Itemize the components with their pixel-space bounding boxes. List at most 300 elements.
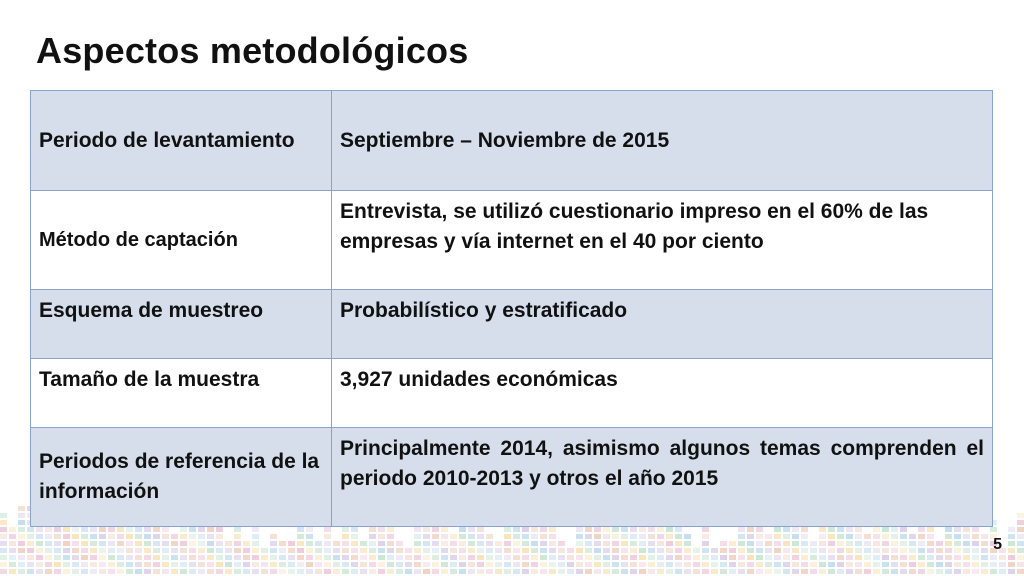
decor-cell [612, 562, 619, 567]
decor-cell [927, 548, 934, 553]
decor-cell [27, 562, 34, 567]
decor-cell [630, 569, 637, 574]
decor-cell [72, 534, 79, 539]
decor-cell [459, 562, 466, 567]
decor-cell [189, 527, 196, 532]
decor-cell [783, 562, 790, 567]
decor-cell [117, 527, 124, 532]
decor-cell [675, 569, 682, 574]
decor-cell [720, 569, 727, 574]
decor-cell [981, 548, 988, 553]
decor-cell [927, 562, 934, 567]
decor-cell [738, 555, 745, 560]
decor-cell [225, 569, 232, 574]
decor-cell [675, 541, 682, 546]
decor-cell [837, 548, 844, 553]
decor-cell [414, 541, 421, 546]
row-value: 3,927 unidades económicas [332, 359, 993, 428]
row-value: Entrevista, se utilizó cuestionario impreso en el 60% de las empresas y vía internet en el 40 por ciento [332, 191, 993, 290]
decor-cell [945, 555, 952, 560]
decor-cell [423, 555, 430, 560]
decor-cell [729, 555, 736, 560]
decor-cell [504, 534, 511, 539]
decor-cell [639, 562, 646, 567]
decor-cell [99, 562, 106, 567]
decor-cell [774, 527, 781, 532]
decor-cell [639, 534, 646, 539]
decor-cell [63, 541, 70, 546]
decor-cell [378, 534, 385, 539]
decor-cell [117, 548, 124, 553]
decor-cell [540, 527, 547, 532]
decor-cell [522, 527, 529, 532]
decor-cell [0, 562, 7, 567]
decor-cell [126, 527, 133, 532]
decor-cell [243, 569, 250, 574]
decor-cell [9, 562, 16, 567]
table-row [31, 428, 993, 527]
decor-cell [252, 541, 259, 546]
decor-cell [171, 541, 178, 546]
decor-cell [162, 534, 169, 539]
decor-cell [657, 562, 664, 567]
decor-cell [378, 541, 385, 546]
decor-cell [279, 548, 286, 553]
decor-cell [819, 527, 826, 532]
decor-cell [648, 527, 655, 532]
decor-cell [387, 569, 394, 574]
decor-cell [702, 562, 709, 567]
decor-cell [576, 527, 583, 532]
decor-cell [792, 548, 799, 553]
decor-cell [63, 569, 70, 574]
decor-cell [171, 562, 178, 567]
decor-cell [54, 548, 61, 553]
decor-cell [657, 569, 664, 574]
decor-cell [963, 555, 970, 560]
decor-cell [27, 541, 34, 546]
decor-cell [369, 569, 376, 574]
decor-cell [612, 527, 619, 532]
decor-cell [63, 527, 70, 532]
decor-cell [774, 541, 781, 546]
decor-cell [891, 541, 898, 546]
decor-cell [333, 548, 340, 553]
decor-cell [756, 569, 763, 574]
decor-cell [594, 534, 601, 539]
decor-cell [702, 527, 709, 532]
decor-cell [414, 548, 421, 553]
decor-cell [450, 555, 457, 560]
decor-cell [747, 562, 754, 567]
decor-cell [603, 569, 610, 574]
decor-cell [378, 569, 385, 574]
decor-cell [621, 562, 628, 567]
decor-cell [81, 541, 88, 546]
decor-cell [207, 527, 214, 532]
decor-cell [639, 527, 646, 532]
decor-cell [144, 527, 151, 532]
decor-cell [459, 541, 466, 546]
decor-cell [72, 562, 79, 567]
decor-cell [90, 527, 97, 532]
decor-cell [450, 548, 457, 553]
decor-cell [108, 527, 115, 532]
decor-cell [540, 548, 547, 553]
decor-cell [900, 562, 907, 567]
decor-cell [81, 527, 88, 532]
decor-cell [432, 548, 439, 553]
decor-cell [342, 555, 349, 560]
decor-cell [855, 527, 862, 532]
decor-cell [252, 548, 259, 553]
decor-cell [549, 569, 556, 574]
decor-cell [423, 541, 430, 546]
decor-cell [261, 562, 268, 567]
decor-cell [666, 562, 673, 567]
decor-cell [126, 562, 133, 567]
decor-cell [396, 562, 403, 567]
decor-cell [513, 548, 520, 553]
decor-cell [225, 541, 232, 546]
decor-cell [882, 548, 889, 553]
decor-cell [873, 548, 880, 553]
decor-cell [99, 555, 106, 560]
row-label: Método de captación [31, 191, 332, 290]
decor-cell [783, 569, 790, 574]
decor-cell [1008, 562, 1015, 567]
decor-cell [1017, 513, 1024, 518]
decor-cell [801, 548, 808, 553]
decor-cell [99, 527, 106, 532]
decor-cell [963, 569, 970, 574]
decor-cell [558, 562, 565, 567]
decor-cell [243, 541, 250, 546]
decor-cell [828, 541, 835, 546]
decor-cell [189, 569, 196, 574]
decor-cell [972, 527, 979, 532]
decor-cell [423, 569, 430, 574]
decor-cell [711, 548, 718, 553]
decor-cell [630, 548, 637, 553]
decor-cell [504, 548, 511, 553]
decor-cell [126, 541, 133, 546]
decor-cell [864, 548, 871, 553]
decor-cell [477, 562, 484, 567]
decor-cell [234, 541, 241, 546]
decor-cell [855, 541, 862, 546]
decor-cell [702, 534, 709, 539]
decor-cell [747, 541, 754, 546]
decor-cell [711, 569, 718, 574]
decor-cell [864, 534, 871, 539]
decor-cell [837, 527, 844, 532]
decor-cell [783, 541, 790, 546]
decor-cell [279, 555, 286, 560]
decor-cell [954, 548, 961, 553]
decor-cell [792, 569, 799, 574]
decor-cell [972, 555, 979, 560]
decor-cell [891, 562, 898, 567]
decor-cell [216, 541, 223, 546]
decor-cell [234, 555, 241, 560]
decor-cell [855, 569, 862, 574]
decor-cell [837, 555, 844, 560]
decor-cell [864, 541, 871, 546]
decor-cell [234, 562, 241, 567]
decor-cell [765, 548, 772, 553]
decor-cell [873, 541, 880, 546]
decor-cell [468, 534, 475, 539]
decor-cell [927, 534, 934, 539]
decor-cell [63, 562, 70, 567]
decor-cell [234, 569, 241, 574]
decor-cell [369, 541, 376, 546]
decor-cell [819, 562, 826, 567]
decor-cell [108, 562, 115, 567]
decor-cell [36, 534, 43, 539]
decor-cell [531, 541, 538, 546]
decor-cell [180, 569, 187, 574]
decor-cell [252, 569, 259, 574]
decor-cell [495, 569, 502, 574]
decor-cell [432, 534, 439, 539]
decor-cell [837, 534, 844, 539]
decor-cell [540, 541, 547, 546]
decor-cell [324, 527, 331, 532]
decor-cell [1008, 541, 1015, 546]
decor-cell [648, 555, 655, 560]
decor-cell [477, 555, 484, 560]
decor-cell [468, 562, 475, 567]
decor-cell [810, 548, 817, 553]
decor-cell [477, 541, 484, 546]
decor-cell [891, 569, 898, 574]
decor-cell [1008, 569, 1015, 574]
decor-cell [225, 562, 232, 567]
decor-cell [405, 555, 412, 560]
decor-cell [360, 548, 367, 553]
decor-cell [990, 562, 997, 567]
decor-cell [189, 562, 196, 567]
decor-cell [909, 548, 916, 553]
decor-cell [918, 527, 925, 532]
decor-cell [243, 562, 250, 567]
decor-cell [1017, 562, 1024, 567]
decor-cell [684, 569, 691, 574]
decor-cell [333, 562, 340, 567]
decor-cell [315, 541, 322, 546]
decor-cell [738, 562, 745, 567]
decor-cell [648, 534, 655, 539]
decor-cell [189, 541, 196, 546]
decor-cell [459, 527, 466, 532]
decor-cell [27, 569, 34, 574]
decor-cell [504, 541, 511, 546]
decor-cell [675, 555, 682, 560]
decor-cell [144, 562, 151, 567]
decor-cell [486, 555, 493, 560]
decor-cell [639, 541, 646, 546]
decor-cell [423, 562, 430, 567]
decor-cell [810, 569, 817, 574]
decor-cell [180, 548, 187, 553]
decor-cell [63, 534, 70, 539]
decor-cell [450, 541, 457, 546]
decor-cell [774, 569, 781, 574]
decor-cell [18, 562, 25, 567]
decor-cell [666, 548, 673, 553]
decor-cell [621, 527, 628, 532]
decor-cell [882, 534, 889, 539]
decor-cell [612, 555, 619, 560]
decor-cell [54, 555, 61, 560]
row-label: Tamaño de la muestra [31, 359, 332, 428]
decor-cell [603, 548, 610, 553]
decor-cell [288, 569, 295, 574]
decor-cell [837, 569, 844, 574]
decor-cell [630, 527, 637, 532]
decor-cell [936, 562, 943, 567]
decor-cell [873, 562, 880, 567]
row-label: Periodo de levantamiento [31, 91, 332, 191]
decor-cell [594, 527, 601, 532]
row-value: Principalmente 2014, asimismo algunos temas comprenden el periodo 2010-2013 y otros el año 2015 [332, 428, 993, 527]
decor-cell [351, 534, 358, 539]
decor-cell [90, 548, 97, 553]
decor-cell [108, 555, 115, 560]
decor-cell [738, 541, 745, 546]
decor-cell [459, 569, 466, 574]
decor-cell [306, 569, 313, 574]
decor-cell [549, 555, 556, 560]
decor-cell [504, 569, 511, 574]
decor-cell [918, 562, 925, 567]
decor-cell [54, 534, 61, 539]
decor-cell [432, 527, 439, 532]
decor-cell [414, 534, 421, 539]
decor-cell [144, 555, 151, 560]
decor-cell [729, 562, 736, 567]
decor-cell [765, 534, 772, 539]
decor-cell [9, 548, 16, 553]
decor-cell [900, 534, 907, 539]
decor-cell [801, 534, 808, 539]
decor-cell [81, 562, 88, 567]
decor-cell [27, 548, 34, 553]
decor-cell [135, 555, 142, 560]
decor-cell [153, 569, 160, 574]
decor-cell [297, 562, 304, 567]
decor-cell [477, 527, 484, 532]
decor-cell [360, 562, 367, 567]
decor-cell [189, 534, 196, 539]
decor-cell [585, 562, 592, 567]
decor-cell [279, 541, 286, 546]
decor-cell [738, 534, 745, 539]
decor-cell [36, 555, 43, 560]
decor-cell [441, 555, 448, 560]
decor-cell [324, 569, 331, 574]
decor-cell [864, 562, 871, 567]
decor-cell [891, 555, 898, 560]
decor-cell [81, 534, 88, 539]
decor-cell [342, 527, 349, 532]
decor-cell [873, 527, 880, 532]
decor-cell [306, 548, 313, 553]
decor-cell [396, 541, 403, 546]
decor-cell [1008, 534, 1015, 539]
decor-cell [585, 527, 592, 532]
decor-cell [171, 555, 178, 560]
decor-cell [738, 569, 745, 574]
decor-cell [252, 562, 259, 567]
decor-cell [693, 548, 700, 553]
decor-cell [576, 569, 583, 574]
decor-cell [288, 541, 295, 546]
decor-cell [504, 527, 511, 532]
decor-cell [522, 548, 529, 553]
decor-cell [819, 555, 826, 560]
decor-cell [783, 548, 790, 553]
decor-cell [666, 541, 673, 546]
decor-cell [63, 548, 70, 553]
decor-cell [1008, 548, 1015, 553]
decor-cell [18, 520, 25, 525]
decor-cell [981, 555, 988, 560]
decor-cell [441, 527, 448, 532]
decor-cell [360, 555, 367, 560]
decor-cell [882, 562, 889, 567]
decor-cell [378, 555, 385, 560]
decor-cell [144, 534, 151, 539]
decor-cell [351, 555, 358, 560]
decor-cell [801, 562, 808, 567]
decor-cell [684, 548, 691, 553]
decor-cell [342, 562, 349, 567]
decor-cell [891, 548, 898, 553]
decor-cell [225, 555, 232, 560]
decor-cell [864, 555, 871, 560]
decor-cell [666, 534, 673, 539]
decor-cell [504, 555, 511, 560]
decor-cell [621, 534, 628, 539]
decor-cell [549, 562, 556, 567]
decor-cell [702, 569, 709, 574]
decor-cell [288, 562, 295, 567]
decor-cell [567, 555, 574, 560]
decor-cell [162, 541, 169, 546]
decor-cell [801, 569, 808, 574]
decor-cell [378, 548, 385, 553]
decor-cell [846, 548, 853, 553]
decor-cell [765, 562, 772, 567]
decor-cell [135, 569, 142, 574]
decor-cell [252, 555, 259, 560]
decor-cell [576, 541, 583, 546]
decor-cell [1017, 541, 1024, 546]
decor-cell [891, 527, 898, 532]
decor-cell [297, 548, 304, 553]
decor-cell [756, 548, 763, 553]
decor-cell [153, 541, 160, 546]
decor-cell [630, 562, 637, 567]
decor-cell [846, 555, 853, 560]
decor-cell [783, 555, 790, 560]
decor-cell [234, 534, 241, 539]
decor-cell [630, 534, 637, 539]
decor-cell [693, 562, 700, 567]
